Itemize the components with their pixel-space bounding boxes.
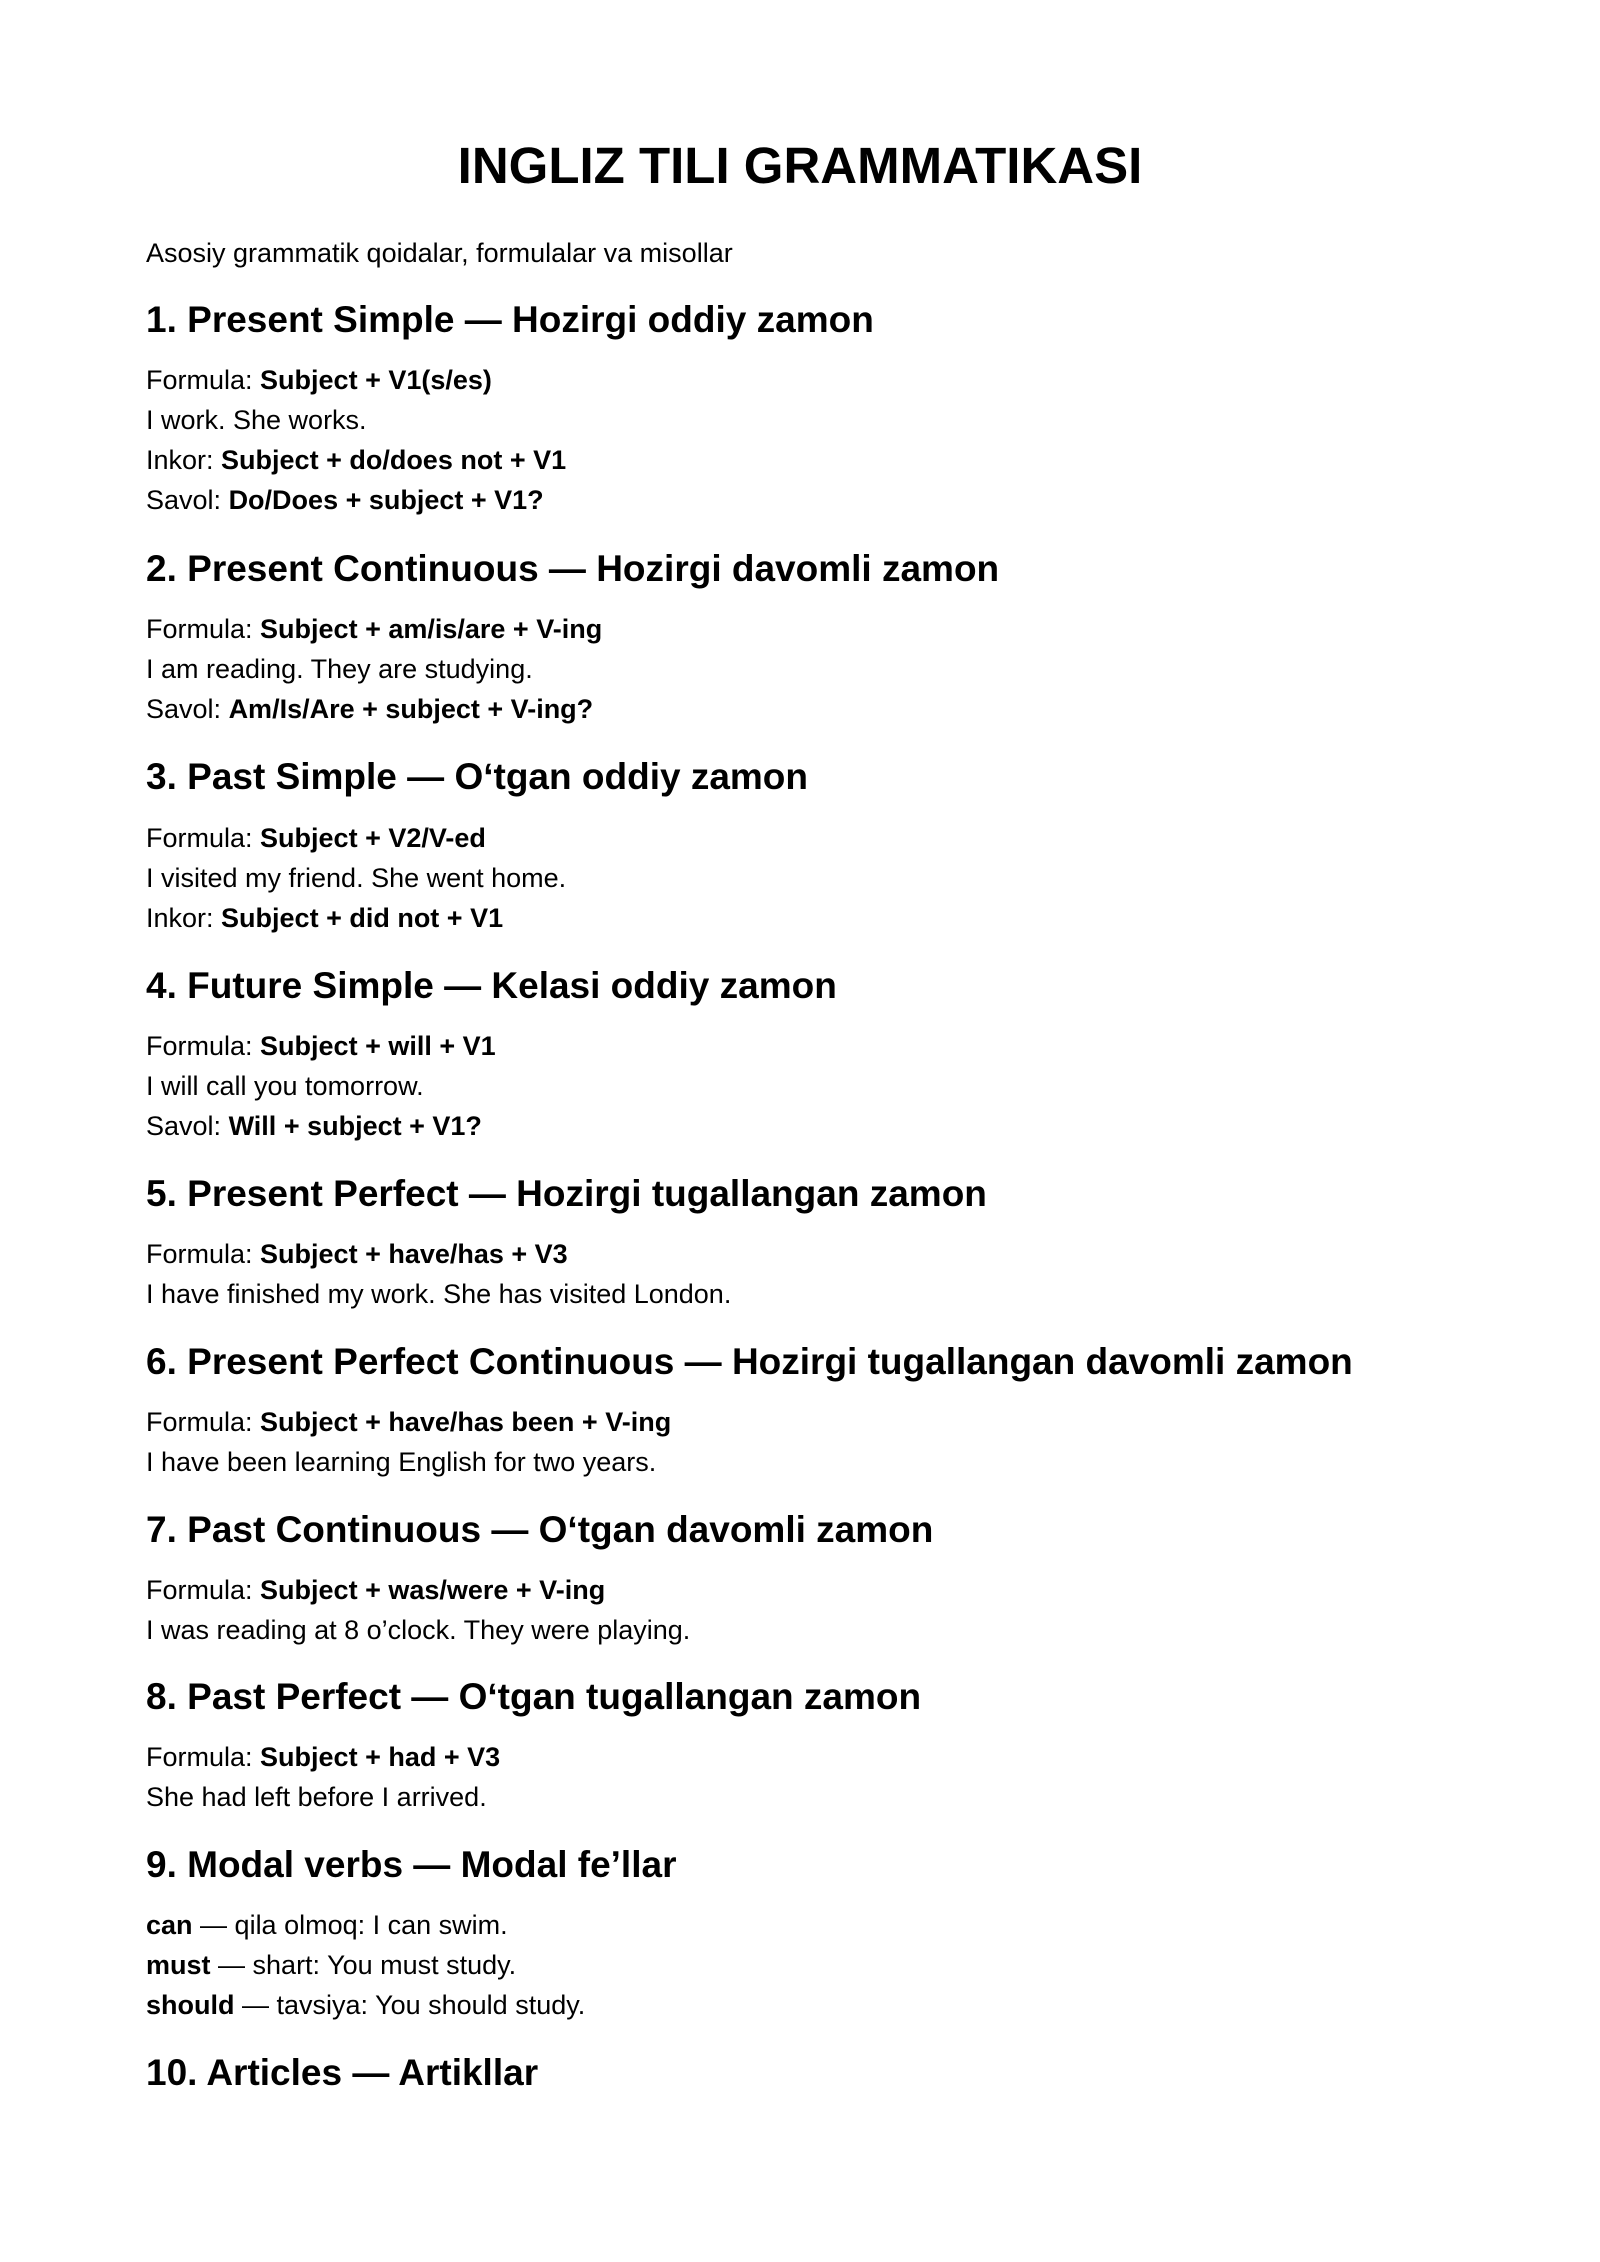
formula-text: Subject + had + V3 bbox=[260, 1742, 501, 1772]
section-heading-2: 2. Present Continuous — Hozirgi davomli zamon bbox=[146, 548, 1000, 589]
formula-text: Subject + am/is/are + V-ing bbox=[260, 614, 603, 644]
modal-verb-line bbox=[146, 1985, 585, 2025]
formula-text: Am/Is/Are + subject + V-ing? bbox=[228, 694, 594, 724]
line-label: Formula: bbox=[146, 365, 253, 395]
formula-line bbox=[146, 1570, 605, 1610]
question-line bbox=[146, 480, 544, 520]
formula-line bbox=[146, 360, 492, 400]
formula-line bbox=[146, 1234, 568, 1274]
section-heading-3: 3. Past Simple — O‘tgan oddiy zamon bbox=[146, 756, 809, 797]
section-heading-7: 7. Past Continuous — O‘tgan davomli zamon bbox=[146, 1509, 934, 1550]
example-line: She had left before I arrived. bbox=[146, 1782, 487, 1812]
example-line: I am reading. They are studying. bbox=[146, 654, 533, 684]
formula-line bbox=[146, 1026, 496, 1066]
example-line: I will call you tomorrow. bbox=[146, 1071, 424, 1101]
line-label: Savol: bbox=[146, 485, 222, 515]
section-heading-6: 6. Present Perfect Continuous — Hozirgi tugallangan davomli zamon bbox=[146, 1341, 1353, 1382]
line-label: Formula: bbox=[146, 1575, 253, 1605]
formula-text: Subject + V1(s/es) bbox=[260, 365, 492, 395]
line-label: Formula: bbox=[146, 1239, 253, 1269]
line-label: Formula: bbox=[146, 823, 253, 853]
line-label: Formula: bbox=[146, 1031, 253, 1061]
modal-verb-description: — qila olmoq: I can swim. bbox=[200, 1910, 508, 1940]
formula-text: Subject + V2/V-ed bbox=[260, 823, 486, 853]
formula-line bbox=[146, 818, 486, 858]
example-line: I was reading at 8 o’clock. They were playing. bbox=[146, 1615, 691, 1645]
line-label: Formula: bbox=[146, 614, 253, 644]
section-heading-5: 5. Present Perfect — Hozirgi tugallangan zamon bbox=[146, 1173, 987, 1214]
example-line: I have been learning English for two years. bbox=[146, 1447, 657, 1477]
section-heading-8: 8. Past Perfect — O‘tgan tugallangan zamon bbox=[146, 1676, 922, 1717]
formula-text: Subject + have/has been + V-ing bbox=[260, 1407, 672, 1437]
formula-text: Subject + was/were + V-ing bbox=[260, 1575, 606, 1605]
formula-text: Will + subject + V1? bbox=[228, 1111, 482, 1141]
formula-text: Subject + will + V1 bbox=[260, 1031, 496, 1061]
formula-line bbox=[146, 1402, 671, 1442]
modal-verb: should bbox=[146, 1990, 235, 2020]
line-label: Savol: bbox=[146, 1111, 222, 1141]
negative-line bbox=[146, 898, 503, 938]
question-line bbox=[146, 1106, 482, 1146]
formula-text: Do/Does + subject + V1? bbox=[228, 485, 544, 515]
document-title: INGLIZ TILI GRAMMATIKASI bbox=[457, 137, 1143, 194]
section-heading-4: 4. Future Simple — Kelasi oddiy zamon bbox=[146, 965, 837, 1006]
section-heading-10: 10. Articles — Artikllar bbox=[146, 2052, 539, 2093]
formula-line bbox=[146, 1737, 500, 1777]
section-heading-9: 9. Modal verbs — Modal fe’llar bbox=[146, 1844, 677, 1885]
modal-verb-description: — shart: You must study. bbox=[218, 1950, 517, 1980]
negative-line bbox=[146, 440, 566, 480]
modal-verb-line bbox=[146, 1905, 508, 1945]
example-line: I work. She works. bbox=[146, 405, 367, 435]
modal-verb-description: — tavsiya: You should study. bbox=[242, 1990, 586, 2020]
formula-text: Subject + do/does not + V1 bbox=[221, 445, 567, 475]
modal-verb-line bbox=[146, 1945, 516, 1985]
example-line: I visited my friend. She went home. bbox=[146, 863, 567, 893]
example-line: I have finished my work. She has visited London. bbox=[146, 1279, 732, 1309]
line-label: Savol: bbox=[146, 694, 222, 724]
line-label: Formula: bbox=[146, 1742, 253, 1772]
modal-verb: can bbox=[146, 1910, 193, 1940]
formula-line bbox=[146, 609, 602, 649]
line-label: Formula: bbox=[146, 1407, 253, 1437]
question-line bbox=[146, 689, 593, 729]
document-subtitle: Asosiy grammatik qoidalar, formulalar va misollar bbox=[146, 238, 733, 268]
formula-text: Subject + did not + V1 bbox=[221, 903, 504, 933]
line-label: Inkor: bbox=[146, 445, 214, 475]
modal-verb: must bbox=[146, 1950, 211, 1980]
line-label: Inkor: bbox=[146, 903, 214, 933]
formula-text: Subject + have/has + V3 bbox=[260, 1239, 568, 1269]
section-heading-1: 1. Present Simple — Hozirgi oddiy zamon bbox=[146, 299, 874, 340]
